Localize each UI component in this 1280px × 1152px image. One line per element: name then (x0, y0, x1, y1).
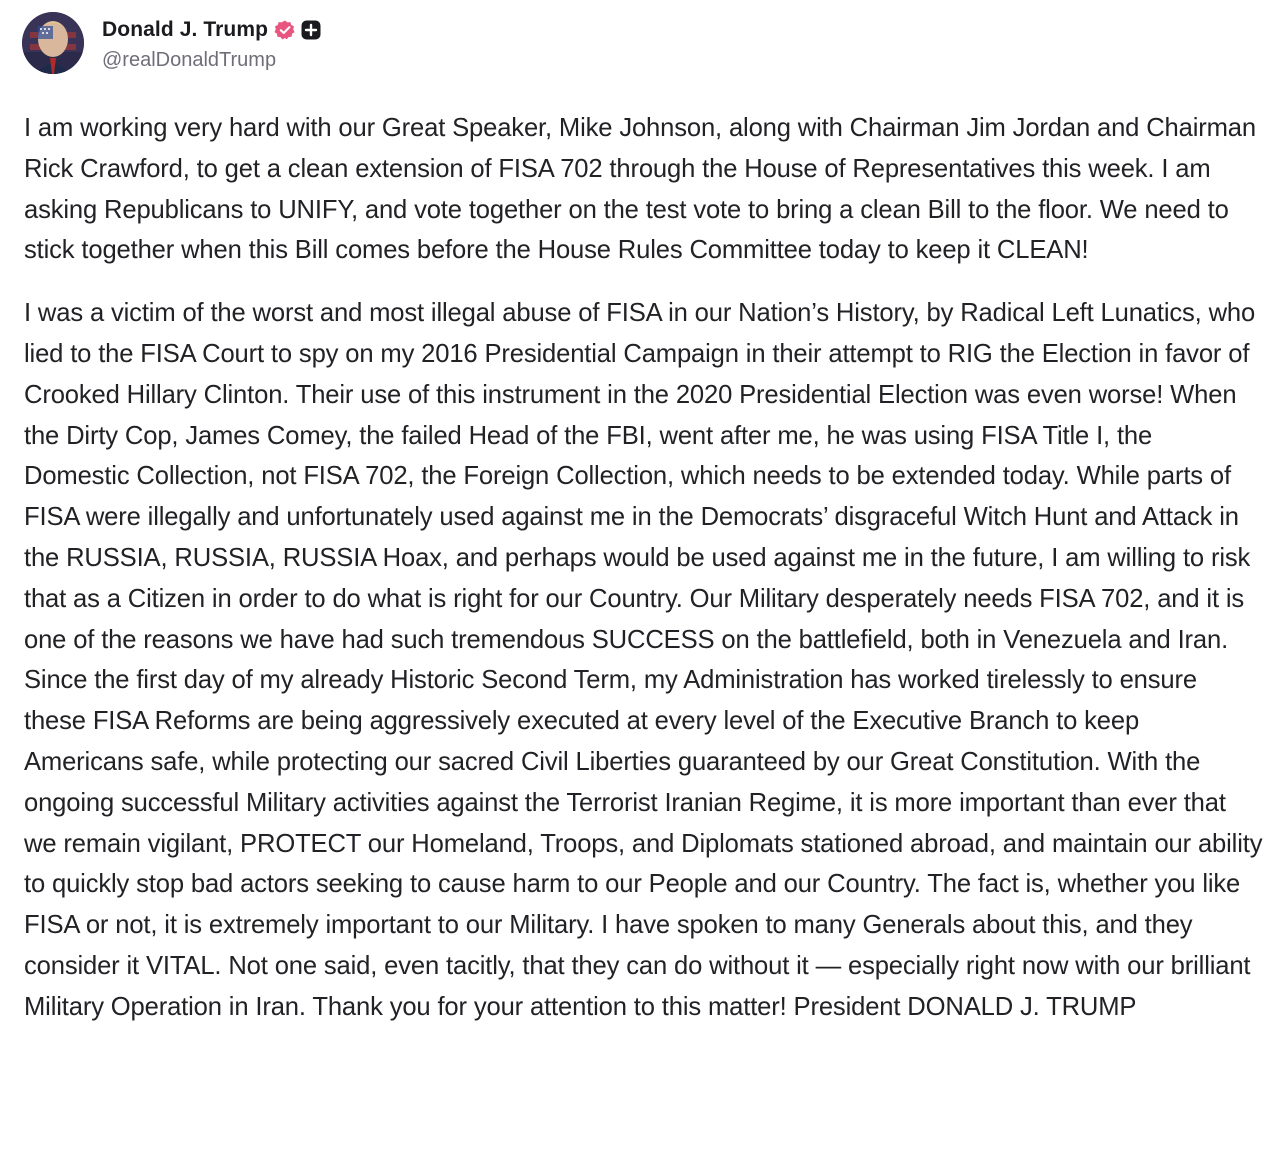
avatar-photo-icon (22, 12, 84, 74)
post-header (22, 10, 321, 76)
author-display-name[interactable]: Donald J. Trump (102, 17, 269, 41)
avatar[interactable] (22, 12, 84, 74)
plus-badge-icon (301, 20, 321, 40)
post-paragraph-1: I am working very hard with our Great Speaker, Mike Johnson, along with Chairman Jim Jordan and Chairman Rick Crawford, to get a clean extension of FISA 702 through the House of Representatives this week. I am asking Republicans to UNIFY, and vote together on the test vote to bring a clean Bill to the floor. We need to stick together when this Bill comes before the House Rules Committee today to keep it CLEAN! (24, 114, 1256, 265)
post-body (24, 108, 1264, 1028)
post-paragraph-2: I was a victim of the worst and most illegal abuse of FISA in our Nation’s History, by Radical Left Lunatics, who lied to the FISA Court to spy on my 2016 Presidential Campaign in their attempt to RIG the Election in favor of Crooked Hillary Clinton. Their use of this instrument in the 2020 Presidential Election was even worse! When the Dirty Cop, James Comey, the failed Head of the FBI, went after me, he was using FISA Title I, the Domestic Collection, not FISA 702, the Foreign Collection, which needs to be extended today. While parts of FISA were illegally and unfortunately used against me in the Democrats’ disgraceful Witch Hunt and Attack in the RUSSIA, RUSSIA, RUSSIA Hoax, and perhaps would be used against me in the future, I am willing to risk that as a Citizen in order to do what is right for our Country. Our Military desperately needs FISA 702, and it is one of the reasons we have had such tremendous SUCCESS on the battlefield, both in Venezuela and Iran. Since the first day of my already Historic Second Term, my Administration has worked tirelessly to ensure these FISA Reforms are being aggressively executed at every level of the Executive Branch to keep Americans safe, while protecting our sacred Civil Liberties guaranteed by our Great Constitution. With the ongoing successful Military activities against the Terrorist Iranian Regime, it is more important than ever that we remain vigilant, PROTECT our Homeland, Troops, and Diplomats stationed abroad, and maintain our ability to quickly stop bad actors seeking to cause harm to our People and our Country. The fact is, whether you like FISA or not, it is extremely important to our Military. I have spoken to many Generals about this, and they consider it VITAL. Not one said, even tacitly, that they can do without it — especially right now with our brilliant Military Operation in Iran. Thank you for your attention to this matter! President DONALD J. TRUMP (24, 299, 1263, 1021)
author-name-row (102, 15, 321, 45)
author-info (102, 15, 321, 72)
author-handle[interactable]: @realDonaldTrump (102, 48, 277, 71)
verified-badge-icon (274, 19, 296, 41)
